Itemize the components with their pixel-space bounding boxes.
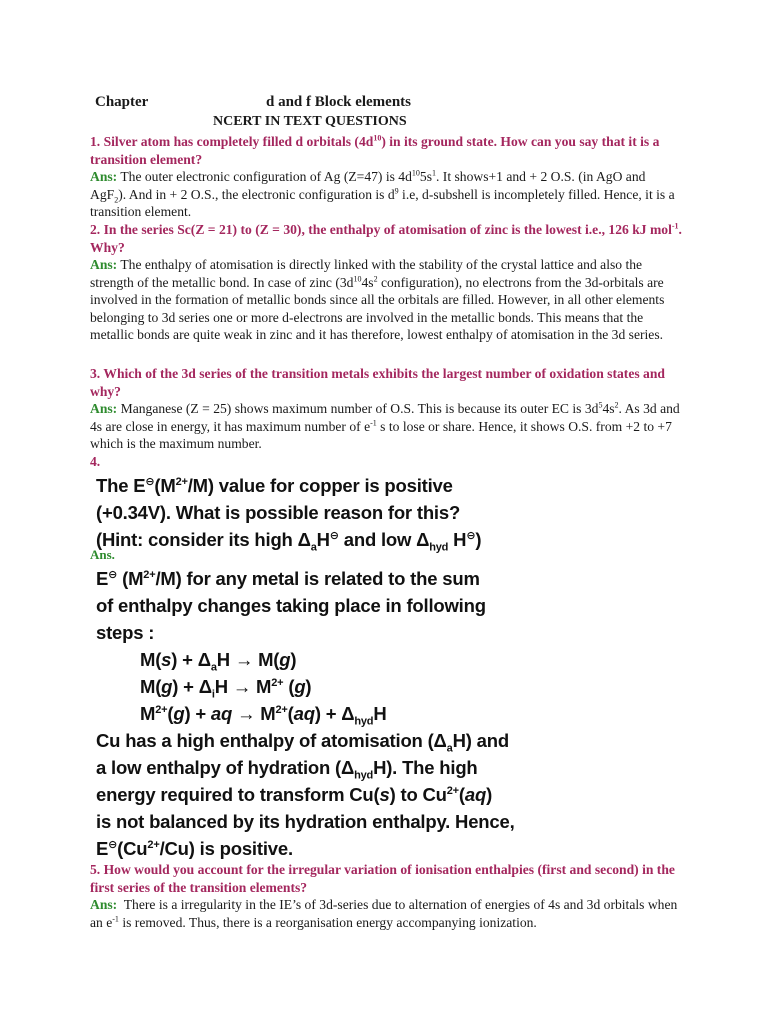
answer-1: Ans: The outer electronic configuration of Ag (Z=47) is $4d^{10}5s^1$. It shows+1 and + 2 O.S. (in AgO and AgF$_2$). And in + 2 O.S., the electronic configuration is $d^9$ i.e, d-subshell is incompletely filled. Hence, it is a transition element.	[90, 168, 675, 219]
question-4-line-3: (Hint: consider its high $\Delta_aH^⊖$ and low $\Delta_{hyd}$ H⊖)	[96, 529, 482, 554]
conclusion-line-4: is not balanced by its hydration enthalpy. Hence,	[96, 811, 515, 832]
question-2-block	[90, 221, 682, 344]
answer-5: Ans: There is a irregularity in the IE’s of 3d-series due to alternation of energies of 4s and 3d orbitals when an $e^{-1}$ is removed. Thus, there is a reorganisation energy accompanying ionization.	[90, 897, 678, 930]
question-1-block	[90, 133, 682, 221]
question-1: 1. Silver atom has completely filled d orbitals $(4d^{10})$ in its ground state. How can you say that it is a transition element?	[90, 133, 660, 167]
question-3: 3. Which of the 3d series of the transition metals exhibits the largest number of oxidation states and why?	[90, 366, 665, 399]
question-4-scan	[96, 472, 481, 553]
conclusion-line-2: a low enthalpy of hydration $(\Delta_{hyd}H)$. The high	[96, 757, 478, 782]
question-4-line-2: (+0.34V). What is possible reason for this?	[96, 502, 461, 523]
chapter-title: d and f Block elements	[266, 94, 412, 110]
answer-2: Ans: The enthalpy of atomisation is directly linked with the stability of the crystal lattice and also the strength of the metallic bond. In case of zinc ($3d^{10}4s^2$ configuration), no electrons from the 3d-orbitals are involved in the formation of metallic bonds since all the orbitals are filled. However, in all other elements belonging to 3d series one or more d-electrons are involved in the metallic bonds. This means that the metallic bonds are quite weak in zinc and it has therefore, lowest enthalpy of atomisation in the 3d series.	[90, 257, 665, 342]
question-3-block	[90, 365, 682, 453]
answer-3: Ans: Manganese (Z = 25) shows maximum number of O.S. This is because its outer EC is $3d^54s^2$. As 3d and 4s are close in energy, it has maximum number of $e^{-1}$ s to lose or share. Hence, it shows O.S. from +2 to +7 which is the maximum number.	[90, 400, 680, 451]
answer-4-label: Ans.	[90, 547, 115, 562]
conclusion-line-3: energy required to transform Cu(s) to $Cu^{2+}(aq)$	[96, 784, 493, 805]
section-subtitle: NCERT IN TEXT QUESTIONS	[213, 114, 407, 129]
equation-3: $M^{2+}(g)$ + aq → $M^{2+}(aq) + \Delta_{hyd}H$	[140, 703, 387, 728]
question-2: 2. In the series Sc(Z = 21) to (Z = 30), the enthalpy of atomisation of zinc is the lowest i.e., 126 kJ mol$^{-1}$. Why?	[90, 221, 682, 255]
question-5: 5. How would you account for the irregular variation of ionisation enthalpies (first and second) in the first series of the transition elements?	[90, 862, 675, 895]
answer-4-line-3: steps :	[96, 622, 155, 643]
question-4-number: 4.	[90, 454, 101, 469]
answer-4-line-2: of enthalpy changes taking place in following	[96, 595, 486, 616]
question-5-block	[90, 861, 682, 931]
chapter-label: Chapter	[95, 94, 149, 110]
answer-4-line-1: E⊖ $(M^{2+}/M)$ for any metal is related to the sum	[96, 568, 480, 589]
question-4-line-1: The $E^⊖(M^{2+}/M)$ value for copper is positive	[96, 475, 453, 496]
equation-1: $M(s) + \Delta_aH \to M(g)$	[140, 649, 297, 674]
conclusion-line-1: Cu has a high enthalpy of atomisation $(\Delta_aH)$ and	[96, 730, 509, 755]
answer-4-scan	[96, 565, 515, 862]
conclusion-line-5: $E^⊖(Cu^{2+}/Cu)$ is positive.	[96, 838, 293, 859]
equation-2: $M(g) + \Delta_iH \to M^{2+}$ (g)	[140, 676, 312, 701]
